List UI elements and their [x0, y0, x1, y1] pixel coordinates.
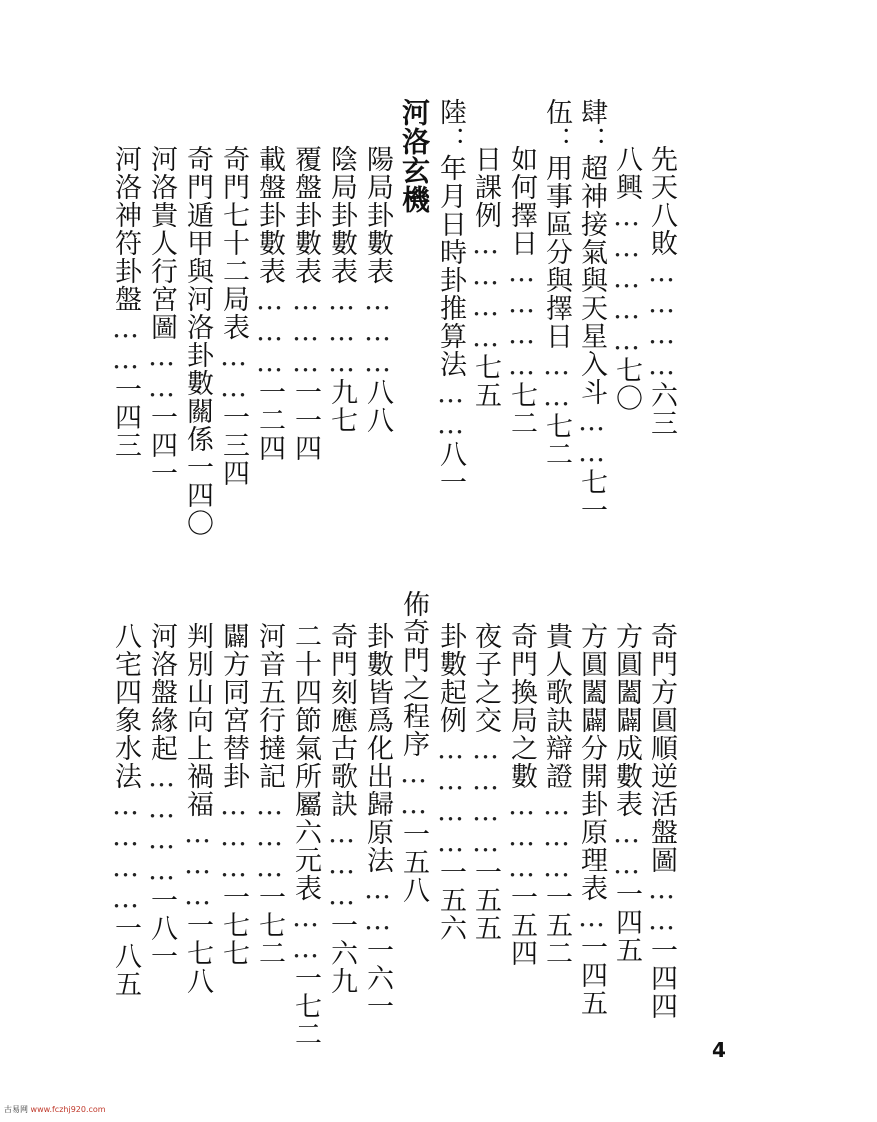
footer-site: 古易网 — [4, 1105, 28, 1114]
toc-entry: 載盤卦數表………一二四 — [254, 145, 285, 462]
toc-entry: 方圓闔闢分開卦原理表…一四五 — [576, 622, 607, 1017]
toc-entry: 判別山向上禍福………一七八 — [182, 622, 213, 995]
toc-entry: 八宅四象水法…………一八五 — [110, 622, 141, 998]
toc-entry: 河洛貴人行宮圖……一四一 — [146, 145, 177, 487]
toc-entry: 八興……………七〇 — [611, 145, 642, 412]
toc-entry: 陸：年月日時卦推算法……八一 — [435, 98, 466, 496]
toc-entry: 伍：用事區分與擇日……七二 — [541, 98, 572, 468]
toc-entry: 奇門刻應古歌訣………一六九 — [326, 622, 357, 995]
toc-entry: 二十四節氣所屬六元表……一七二 — [290, 622, 321, 1048]
toc-entry: 奇門換局之數………一五四 — [506, 622, 537, 967]
toc-entry: 方圓闔闢成數表……一四五 — [611, 622, 642, 964]
toc-entry: 夜子之交…………一五五 — [470, 622, 501, 942]
page-number: 4 — [712, 1038, 726, 1062]
toc-entry: 先天八敗…………六三 — [646, 145, 677, 437]
toc-entry: 河洛盤緣起…………一八一 — [146, 622, 177, 970]
toc-entry: 卦數起例…………一五六 — [435, 622, 466, 942]
toc-entry: 河音五行撻記………一七二 — [254, 622, 285, 967]
toc-entry: 覆盤卦數表………一一四 — [290, 145, 321, 462]
footer-watermark — [4, 1104, 106, 1115]
toc-entry: 河洛神符卦盤……一四三 — [110, 145, 141, 459]
toc-entry: 佈奇門之程序……一五八 — [398, 590, 429, 904]
toc-entry: 奇門遁甲與河洛卦數關係一四〇 — [182, 145, 213, 537]
toc-entry: 闢方同宮替卦………一七七 — [218, 622, 249, 967]
toc-entry: 陽局卦數表………八八 — [362, 145, 393, 434]
toc-entry: 卦數皆爲化出歸原法……一六一 — [362, 622, 393, 1020]
toc-entry: 如何擇日…………七二 — [506, 145, 537, 437]
toc-entry: 奇門七十二局表……一三四 — [218, 145, 249, 487]
toc-entry: 陰局卦數表………九七 — [326, 145, 357, 434]
footer-url: www.fczhj920.com — [30, 1105, 106, 1114]
toc-entry: 肆：超神接氣與天星入斗……七一 — [576, 98, 607, 524]
toc-entry: 日課例…………七五 — [470, 145, 501, 409]
toc-entry: 奇門方圓順逆活盤圖……一四四 — [646, 622, 677, 1020]
section-heading: 河洛玄機 — [398, 98, 431, 214]
toc-entry: 貴人歌訣辯證………一五二 — [541, 622, 572, 967]
